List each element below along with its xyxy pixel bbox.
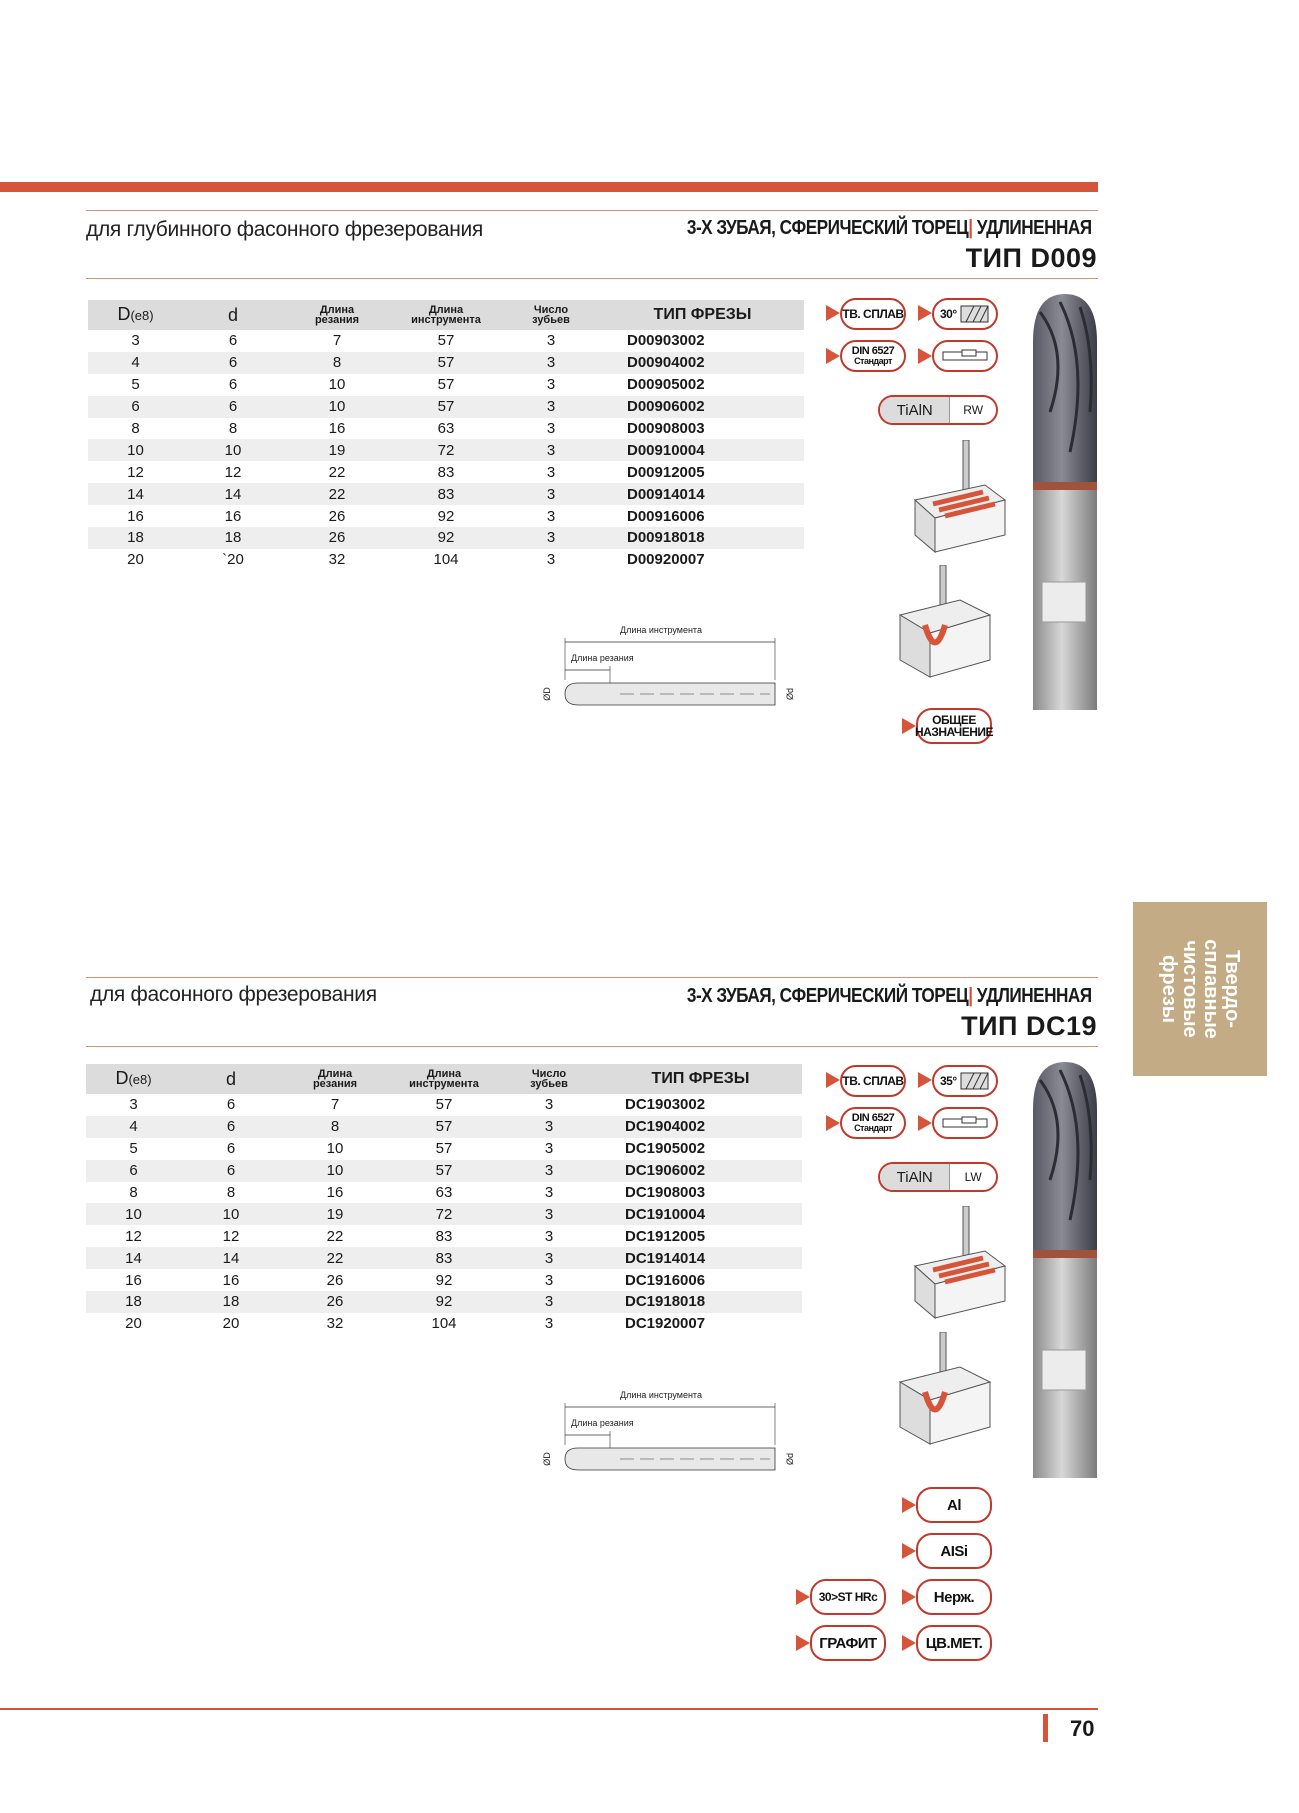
cell-tool: 83: [389, 1225, 499, 1247]
cell-D: 12: [86, 1225, 181, 1247]
table-row: [88, 505, 804, 527]
cell-code: DC1910004: [599, 1203, 802, 1225]
arrow-icon: [826, 305, 840, 321]
coating-badge: [878, 395, 998, 425]
cell-tool: 57: [389, 1094, 499, 1116]
helix-angle-badge: 35°: [932, 1065, 998, 1097]
type-title: ТИП D009: [965, 243, 1097, 273]
cell-teeth: 3: [499, 1291, 599, 1313]
arrow-icon: [918, 305, 932, 321]
cell-code: D00905002: [601, 374, 804, 396]
arrow-icon: [796, 1589, 810, 1605]
col-D: D(e8): [86, 1064, 181, 1094]
cell-teeth: 3: [501, 418, 601, 440]
col-cut-length: Длина резания: [281, 1064, 389, 1094]
cell-code: DC1912005: [599, 1225, 802, 1247]
material-stainless-badge: Нерж.: [916, 1579, 992, 1615]
cell-cut: 8: [283, 352, 391, 374]
cell-d: 18: [183, 527, 283, 549]
cell-tool: 57: [391, 396, 501, 418]
cell-code: DC1918018: [599, 1291, 802, 1313]
cell-d: 6: [183, 374, 283, 396]
cell-teeth: 3: [499, 1138, 599, 1160]
section-subtitle: для глубинного фасонного фрезерования: [86, 218, 484, 241]
cell-cut: 10: [281, 1160, 389, 1182]
arrow-icon: [902, 1497, 916, 1513]
cell-cut: 10: [283, 374, 391, 396]
cell-code: DC1914014: [599, 1247, 802, 1269]
cell-code: D00904002: [601, 352, 804, 374]
table-row: [86, 1247, 802, 1269]
table-row: [88, 352, 804, 374]
general-purpose-badge: ОБЩЕЕ НАЗНАЧЕНИЕ: [916, 708, 992, 744]
cell-D: 3: [88, 330, 183, 352]
cell-d: 18: [181, 1291, 281, 1313]
material-aisi-badge: AISi: [916, 1533, 992, 1569]
arrow-icon: [826, 1115, 840, 1131]
material-al-badge: Al: [916, 1487, 992, 1523]
table-row: [86, 1291, 802, 1313]
cell-tool: 72: [391, 439, 501, 461]
cell-code: DC1903002: [599, 1094, 802, 1116]
end-mill-image: [1030, 292, 1100, 712]
cell-d: 6: [181, 1160, 281, 1182]
arrow-icon: [902, 1635, 916, 1651]
cell-D: 4: [88, 352, 183, 374]
section-rule: [86, 977, 1098, 978]
cell-tool: 92: [391, 505, 501, 527]
shank-badge: [932, 1107, 998, 1139]
arrow-icon: [826, 348, 840, 364]
cell-d: 6: [183, 330, 283, 352]
arrow-icon: [918, 1115, 932, 1131]
slot-milling-illustration: [905, 440, 1015, 560]
cell-D: 18: [88, 527, 183, 549]
slot-milling-illustration: [905, 1206, 1015, 1326]
arrow-icon: [902, 1543, 916, 1559]
coating-badge: [878, 1162, 998, 1192]
coating-name: TiAlN: [880, 1164, 950, 1190]
cell-tool: 104: [389, 1313, 499, 1335]
cell-teeth: 3: [501, 549, 601, 571]
cell-tool: 57: [389, 1160, 499, 1182]
cell-tool: 104: [391, 549, 501, 571]
table-row: [88, 330, 804, 352]
cell-code: D00908003: [601, 418, 804, 440]
cell-d: 10: [181, 1203, 281, 1225]
cell-d: 6: [181, 1094, 281, 1116]
table-row: [88, 439, 804, 461]
spec-table: [86, 1064, 802, 1335]
coating-name: TiAlN: [880, 397, 950, 423]
cell-teeth: 3: [499, 1116, 599, 1138]
cell-tool: 57: [389, 1116, 499, 1138]
cell-code: DC1916006: [599, 1269, 802, 1291]
cell-d: 12: [183, 461, 283, 483]
shank-icon: [942, 1116, 988, 1130]
table-row: [88, 483, 804, 505]
cell-tool: 83: [389, 1247, 499, 1269]
arrow-icon: [826, 1072, 840, 1088]
cell-d: 20: [181, 1313, 281, 1335]
section-rule: [86, 278, 1098, 279]
col-code: ТИП ФРЕЗЫ: [601, 300, 804, 330]
cell-tool: 57: [391, 374, 501, 396]
cell-cut: 7: [283, 330, 391, 352]
table-row: [88, 549, 804, 571]
cell-cut: 16: [281, 1182, 389, 1204]
cell-code: DC1904002: [599, 1116, 802, 1138]
table-row: [88, 374, 804, 396]
section-headline: 3-Х ЗУБАЯ, СФЕРИЧЕСКИЙ ТОРЕЦ| УДЛИНЕННАЯ: [687, 217, 1092, 239]
cell-cut: 7: [281, 1094, 389, 1116]
cell-cut: 22: [281, 1247, 389, 1269]
diameter-D-label: ØD: [541, 1452, 552, 1466]
table-row: [88, 396, 804, 418]
cell-code: DC1908003: [599, 1182, 802, 1204]
cell-d: 8: [181, 1182, 281, 1204]
tool-length-label: Длина инструмента: [620, 1390, 702, 1400]
tool-length-label: Длина инструмента: [620, 625, 702, 635]
cell-teeth: 3: [499, 1269, 599, 1291]
shank-icon: [942, 349, 988, 363]
din-badge: DIN 6527 Стандарт: [840, 1107, 906, 1139]
cell-teeth: 3: [499, 1313, 599, 1335]
hardness-badge: 30>ST HRc: [810, 1579, 886, 1615]
dimension-drawing: [550, 1395, 800, 1485]
cell-cut: 32: [281, 1313, 389, 1335]
col-teeth: Число зубьев: [499, 1064, 599, 1094]
cell-D: 20: [86, 1313, 181, 1335]
cell-D: 5: [88, 374, 183, 396]
cell-cut: 32: [283, 549, 391, 571]
arrow-icon: [902, 1589, 916, 1605]
material-badge: ТВ. СПЛАВ: [840, 298, 906, 330]
cell-teeth: 3: [501, 527, 601, 549]
table-row: [86, 1269, 802, 1291]
cell-teeth: 3: [501, 330, 601, 352]
col-d: d: [181, 1064, 281, 1094]
cell-cut: 26: [281, 1269, 389, 1291]
table-row: [88, 527, 804, 549]
cell-tool: 83: [391, 461, 501, 483]
cell-cut: 22: [283, 483, 391, 505]
cell-D: 10: [88, 439, 183, 461]
cell-code: D00918018: [601, 527, 804, 549]
diameter-d-label: Ød: [785, 1452, 796, 1466]
table-row: [86, 1116, 802, 1138]
cell-teeth: 3: [501, 439, 601, 461]
cavity-milling-illustration: [895, 1332, 1005, 1452]
table-row: [86, 1160, 802, 1182]
cut-length-label: Длина резания: [571, 1418, 634, 1428]
helix-angle-badge: 30°: [932, 298, 998, 330]
cell-teeth: 3: [499, 1203, 599, 1225]
cell-d: 6: [181, 1116, 281, 1138]
cavity-milling-illustration: [895, 565, 1005, 685]
cell-D: 6: [88, 396, 183, 418]
cell-d: 16: [183, 505, 283, 527]
cell-tool: 57: [391, 330, 501, 352]
cell-teeth: 3: [501, 505, 601, 527]
helix-icon: [960, 1071, 990, 1091]
col-D: D(e8): [88, 300, 183, 330]
cell-code: DC1920007: [599, 1313, 802, 1335]
table-row: [86, 1138, 802, 1160]
material-nonferrous-badge: ЦВ.МЕТ.: [916, 1625, 992, 1661]
helix-icon: [960, 304, 990, 324]
col-teeth: Число зубьев: [501, 300, 601, 330]
cell-tool: 57: [391, 352, 501, 374]
section-subtitle: для фасонного фрезерования: [90, 983, 377, 1006]
cell-D: 3: [86, 1094, 181, 1116]
cell-d: 16: [181, 1269, 281, 1291]
type-title: ТИП DC19: [961, 1011, 1097, 1041]
cell-code: DC1905002: [599, 1138, 802, 1160]
cell-d: 6: [183, 352, 283, 374]
cell-tool: 63: [391, 418, 501, 440]
col-d: d: [183, 300, 283, 330]
cell-teeth: 3: [501, 396, 601, 418]
cell-d: 14: [181, 1247, 281, 1269]
arrow-icon: [918, 1072, 932, 1088]
cell-D: 5: [86, 1138, 181, 1160]
cell-code: D00916006: [601, 505, 804, 527]
cell-cut: 26: [281, 1291, 389, 1313]
col-code: ТИП ФРЕЗЫ: [599, 1064, 802, 1094]
cell-cut: 26: [283, 505, 391, 527]
cell-tool: 63: [389, 1182, 499, 1204]
page-number: 70: [1070, 1716, 1095, 1741]
cell-D: 10: [86, 1203, 181, 1225]
top-accent-bar: [0, 182, 1098, 192]
cell-cut: 10: [283, 396, 391, 418]
cell-d: 6: [181, 1138, 281, 1160]
cell-cut: 10: [281, 1138, 389, 1160]
cell-teeth: 3: [501, 483, 601, 505]
table-row: [88, 461, 804, 483]
table-row: [86, 1094, 802, 1116]
arrow-icon: [796, 1635, 810, 1651]
graphite-badge: ГРАФИТ: [810, 1625, 886, 1661]
cell-code: D00914014: [601, 483, 804, 505]
page-number-marker: [1043, 1714, 1048, 1742]
cell-teeth: 3: [501, 352, 601, 374]
cell-D: 6: [86, 1160, 181, 1182]
cell-d: 8: [183, 418, 283, 440]
cell-d: 6: [183, 396, 283, 418]
cell-cut: 22: [281, 1225, 389, 1247]
section-headline: 3-Х ЗУБАЯ, СФЕРИЧЕСКИЙ ТОРЕЦ| УДЛИНЕННАЯ: [687, 985, 1092, 1007]
category-side-tab[interactable]: Твердо- сплавные чистовые фрезы: [1133, 902, 1267, 1076]
cell-cut: 26: [283, 527, 391, 549]
cell-D: 8: [86, 1182, 181, 1204]
cell-cut: 16: [283, 418, 391, 440]
table-row: [86, 1203, 802, 1225]
cell-teeth: 3: [499, 1094, 599, 1116]
coating-code: RW: [963, 403, 984, 417]
cell-D: 14: [86, 1247, 181, 1269]
cell-D: 14: [88, 483, 183, 505]
cell-d: 14: [183, 483, 283, 505]
cell-cut: 19: [283, 439, 391, 461]
cell-code: D00910004: [601, 439, 804, 461]
cell-D: 20: [88, 549, 183, 571]
coating-code: LW: [964, 1170, 982, 1184]
cell-d: 10: [183, 439, 283, 461]
cell-D: 16: [86, 1269, 181, 1291]
cell-cut: 19: [281, 1203, 389, 1225]
cell-tool: 72: [389, 1203, 499, 1225]
cell-d: 12: [181, 1225, 281, 1247]
table-row: [88, 418, 804, 440]
cell-tool: 92: [391, 527, 501, 549]
footer-rule: [0, 1708, 1098, 1710]
cell-tool: 92: [389, 1291, 499, 1313]
diameter-d-label: Ød: [785, 687, 796, 701]
section-rule: [86, 210, 1098, 211]
cell-d: `20: [183, 549, 283, 571]
cell-code: D00903002: [601, 330, 804, 352]
cell-teeth: 3: [499, 1225, 599, 1247]
material-badge: ТВ. СПЛАВ: [840, 1065, 906, 1097]
diameter-D-label: ØD: [541, 687, 552, 701]
cell-D: 12: [88, 461, 183, 483]
cell-teeth: 3: [499, 1182, 599, 1204]
cell-code: D00920007: [601, 549, 804, 571]
table-row: [86, 1225, 802, 1247]
cell-teeth: 3: [501, 461, 601, 483]
cell-teeth: 3: [499, 1247, 599, 1269]
cell-D: 18: [86, 1291, 181, 1313]
cut-length-label: Длина резания: [571, 653, 634, 663]
shank-badge: [932, 340, 998, 372]
cell-code: DC1906002: [599, 1160, 802, 1182]
spec-table: [88, 300, 804, 571]
cell-cut: 22: [283, 461, 391, 483]
cell-tool: 83: [391, 483, 501, 505]
cell-D: 16: [88, 505, 183, 527]
cell-teeth: 3: [499, 1160, 599, 1182]
cell-cut: 8: [281, 1116, 389, 1138]
arrow-icon: [902, 718, 916, 734]
dimension-drawing: [550, 630, 800, 720]
end-mill-image: [1030, 1060, 1100, 1480]
din-badge: DIN 6527 Стандарт: [840, 340, 906, 372]
cell-teeth: 3: [501, 374, 601, 396]
col-cut-length: Длина резания: [283, 300, 391, 330]
cell-code: D00906002: [601, 396, 804, 418]
table-row: [86, 1313, 802, 1335]
cell-tool: 57: [389, 1138, 499, 1160]
cell-code: D00912005: [601, 461, 804, 483]
arrow-icon: [918, 348, 932, 364]
table-row: [86, 1182, 802, 1204]
cell-D: 8: [88, 418, 183, 440]
cell-D: 4: [86, 1116, 181, 1138]
col-tool-length: Длина инструмента: [389, 1064, 499, 1094]
section-rule: [86, 1046, 1098, 1047]
cell-tool: 92: [389, 1269, 499, 1291]
col-tool-length: Длина инструмента: [391, 300, 501, 330]
